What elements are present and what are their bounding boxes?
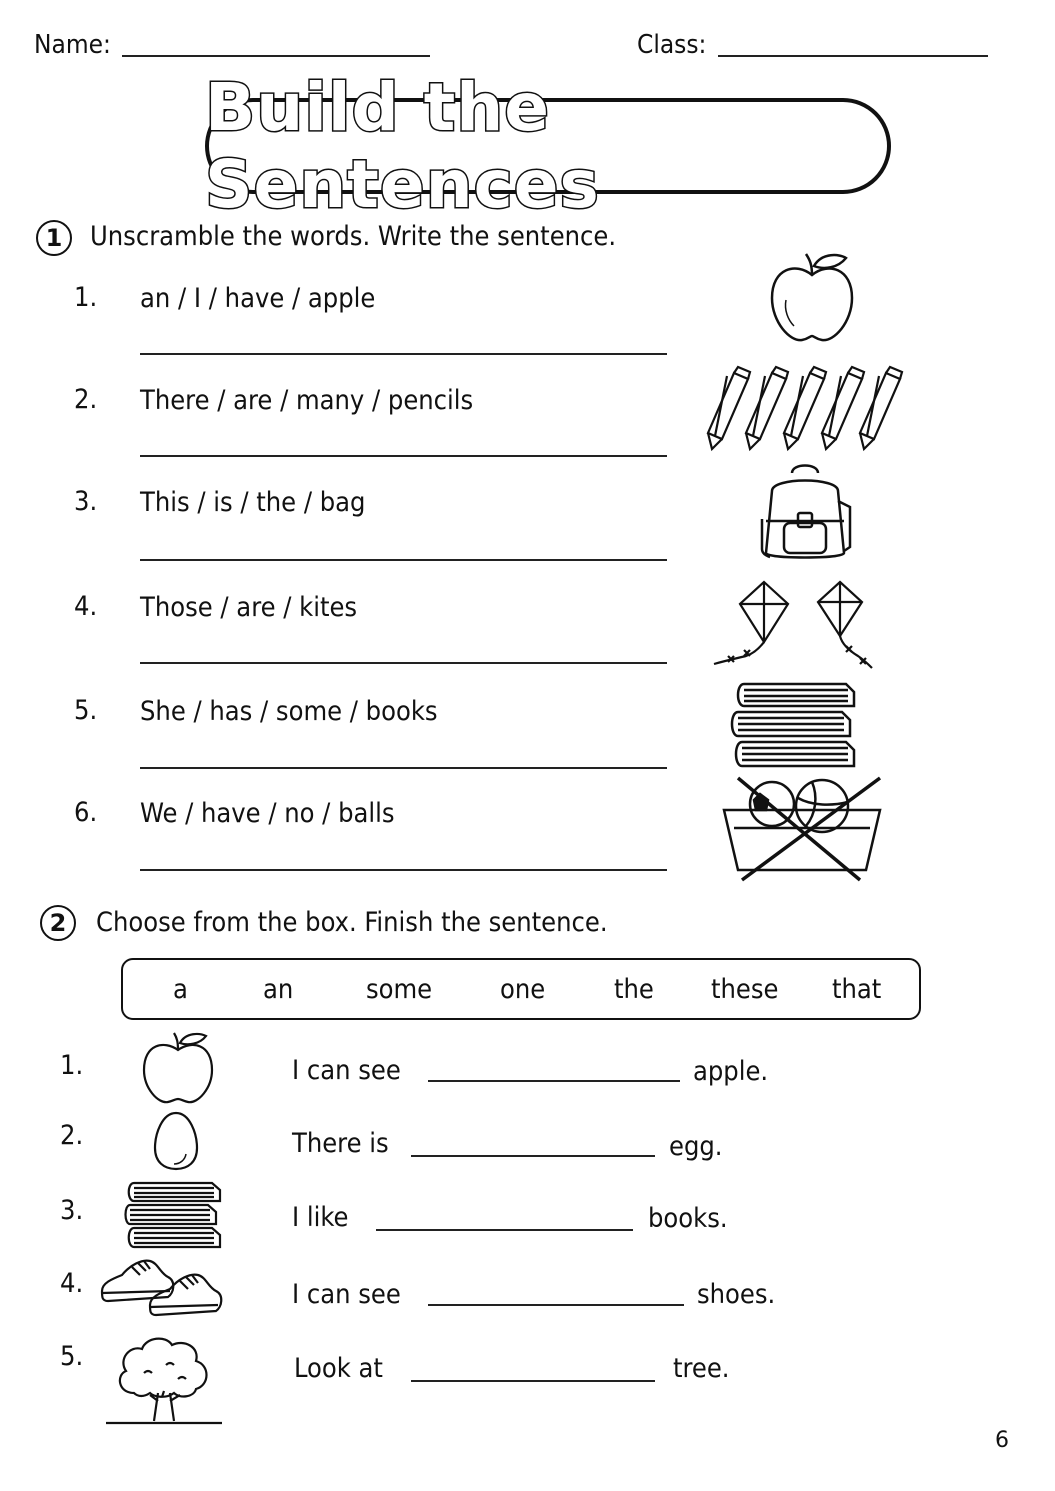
- s2-item-2-before: There is: [292, 1128, 389, 1159]
- word-box-word[interactable]: these: [711, 974, 779, 1005]
- s2-item-1-before: I can see: [292, 1055, 401, 1086]
- s2-item-5-blank[interactable]: [411, 1380, 655, 1382]
- shoes-icon: [98, 1253, 226, 1323]
- pencils-icon: [706, 365, 906, 453]
- s1-item-3-words: This / is / the / bag: [140, 487, 366, 518]
- word-box-word[interactable]: that: [832, 974, 882, 1005]
- apple-icon: [140, 1030, 216, 1106]
- backpack-icon: [752, 461, 858, 563]
- page-title-banner: [205, 69, 891, 223]
- s2-item-4-after: shoes.: [697, 1279, 776, 1310]
- page-number: 6: [995, 1428, 1009, 1453]
- word-box: [121, 958, 921, 1020]
- s1-item-6-answer-line[interactable]: [140, 869, 667, 871]
- s1-item-6-words: We / have / no / balls: [140, 798, 395, 829]
- s2-item-1-blank[interactable]: [428, 1080, 680, 1082]
- section-2-number: 2: [40, 905, 76, 941]
- s2-item-3-before: I like: [292, 1202, 349, 1233]
- books-icon: [730, 680, 858, 772]
- page-title: Build the Sentences: [205, 69, 600, 223]
- s2-item-1-number: 1.: [60, 1050, 84, 1081]
- section-1-number: 1: [36, 220, 72, 256]
- s2-item-4-before: I can see: [292, 1279, 401, 1310]
- s1-item-3-number: 3.: [74, 486, 98, 517]
- tree-icon: [104, 1333, 224, 1428]
- word-box-word[interactable]: an: [263, 974, 294, 1005]
- section-1-instruction: Unscramble the words. Write the sentence.: [90, 221, 617, 252]
- s1-item-1-number: 1.: [74, 282, 98, 313]
- s2-item-2-after: egg.: [669, 1131, 723, 1162]
- word-box-word[interactable]: some: [366, 974, 433, 1005]
- s2-item-5-after: tree.: [673, 1353, 730, 1384]
- s1-item-2-number: 2.: [74, 384, 98, 415]
- s2-item-5-number: 5.: [60, 1341, 84, 1372]
- s2-item-2-number: 2.: [60, 1120, 84, 1151]
- s1-item-1-answer-line[interactable]: [140, 353, 667, 355]
- name-label: Name:: [34, 30, 111, 60]
- word-box-word[interactable]: a: [173, 974, 188, 1005]
- s2-item-4-blank[interactable]: [428, 1304, 684, 1306]
- s2-item-3-blank[interactable]: [376, 1229, 633, 1231]
- s2-item-2-blank[interactable]: [411, 1155, 655, 1157]
- s1-item-5-number: 5.: [74, 695, 98, 726]
- word-box-word[interactable]: the: [614, 974, 654, 1005]
- s2-item-1-after: apple.: [693, 1056, 769, 1087]
- apple-icon: [766, 250, 858, 345]
- s1-item-2-answer-line[interactable]: [140, 455, 667, 457]
- books-icon: [124, 1180, 224, 1250]
- s1-item-4-answer-line[interactable]: [140, 662, 667, 664]
- s2-item-4-number: 4.: [60, 1268, 84, 1299]
- crossed-balls-basket-icon: [720, 776, 884, 884]
- s2-item-3-number: 3.: [60, 1195, 84, 1226]
- s1-item-2-words: There / are / many / pencils: [140, 385, 474, 416]
- kites-icon: [708, 578, 874, 672]
- class-label: Class:: [637, 30, 707, 60]
- s1-item-4-words: Those / are / kites: [140, 592, 358, 623]
- s1-item-6-number: 6.: [74, 797, 98, 828]
- s1-item-3-answer-line[interactable]: [140, 559, 667, 561]
- word-box-word[interactable]: one: [500, 974, 546, 1005]
- s1-item-5-answer-line[interactable]: [140, 767, 667, 769]
- s2-item-3-after: books.: [648, 1203, 728, 1234]
- s2-item-5-before: Look at: [294, 1353, 383, 1384]
- s1-item-4-number: 4.: [74, 591, 98, 622]
- s1-item-1-words: an / I / have / apple: [140, 283, 376, 314]
- s1-item-5-words: She / has / some / books: [140, 696, 438, 727]
- section-2-instruction: Choose from the box. Finish the sentence.: [96, 907, 608, 938]
- egg-icon: [152, 1110, 200, 1172]
- name-field[interactable]: [122, 55, 430, 57]
- class-field[interactable]: [718, 55, 988, 57]
